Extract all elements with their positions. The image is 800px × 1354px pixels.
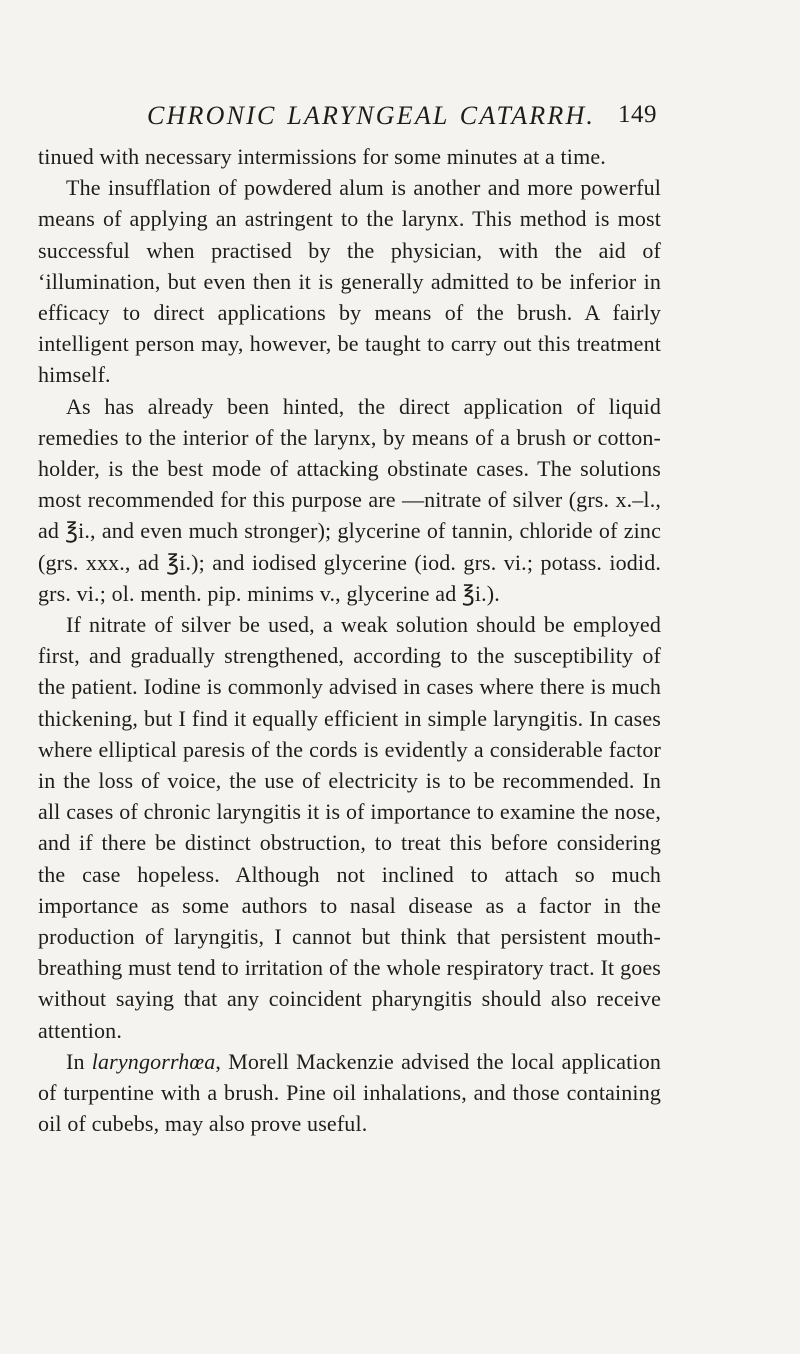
paragraph-laryngorrhoea (38, 1046, 661, 1140)
paragraph-continuation: tinued with necessary intermissions for some minutes at a time. (38, 144, 606, 169)
laryngorrhoea-text: , Morell Mackenzie advised the local application of turpentine with a brush. Pine oil inhalations, and those containing oil of cubebs, may also prove useful. (38, 1048, 661, 1137)
laryngorrhoea-prefix: In (66, 1048, 92, 1074)
body-text (38, 141, 661, 1140)
page-number: 149 (618, 101, 657, 128)
paragraph-liquid-remedies: As has already been hinted, the direct application of liquid remedies to the interior of the larynx, by means of a brush or cotton-holder, is the best mode of attacking obstinate cases. The solutions most recommended for this purpose are —nitrate of silver (grs. x.–l., ad ℥i., and even much stronger); glycerine of tannin, chloride of zinc (grs. xxx., ad ℥i.); and iodised glycerine (iod. grs. vi.; potass. iodid. grs. vi.; ol. menth. pip. minims v., glycerine ad ℥i.). (38, 393, 661, 606)
page-header (147, 101, 657, 135)
paragraph-insufflation: The insufflation of powdered alum is another and more powerful means of applying an astringent to the larynx. This method is most successful when practised by the physician, with the aid of ‘illumination, but even then it is generally admitted to be inferior in efficacy to direct applications by means of the brush. A fairly intelligent person may, however, be taught to carry out this treatment himself. (38, 175, 661, 388)
laryngorrhoea-term: laryngorrhœa (91, 1048, 216, 1074)
paragraph-nitrate-silver: If nitrate of silver be used, a weak solution should be employed first, and gradually strengthened, according to the susceptibility of the patient. Iodine is commonly advised in cases where there is much thickening, but I find it equally efficient in simple laryngitis. In cases where elliptical paresis of the cords is evidently a considerable factor in the loss of voice, the use of electricity is to be recommended. In all cases of chronic laryngitis it is of importance to examine the nose, and if there be distinct obstruction, to treat this before considering the case hopeless. Although not inclined to attach so much importance as some authors to nasal disease as a factor in the production of laryngitis, I cannot but think that persistent mouth-breathing must tend to irritation of the whole respiratory tract. It goes without saying that any coincident pharyngitis should also receive attention. (38, 612, 661, 1043)
running-title: CHRONIC LARYNGEAL CATARRH. (147, 101, 596, 130)
